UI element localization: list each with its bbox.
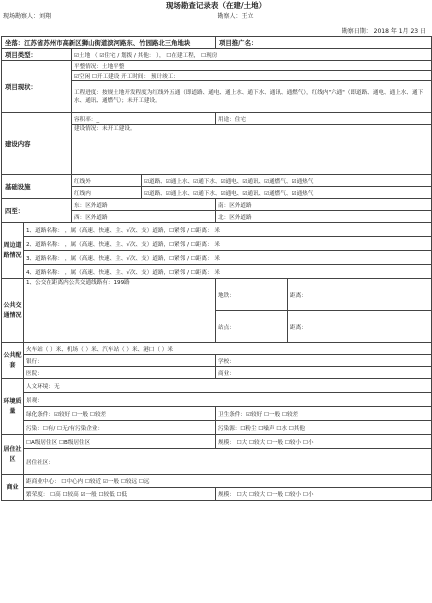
business-field: 商业： [216,367,432,379]
road-item: 2、道路名称： ，属（高速、快速、主、√次、支）道路，☐紧邻 / ☐距离： 米 [24,237,432,251]
commercial-label: 商业 [2,475,24,501]
transit-label: 公共交通情况 [2,279,24,343]
school-field: 学校： [216,355,432,367]
promo-name: 项目推广名： [216,37,432,49]
environment-label: 环境质量 [2,379,24,435]
commercial-scale: 规模： ☐大 ☐较大 ☐一般 ☐较小 ☐小 [216,488,432,501]
project-status-label: 项目现状： [2,61,72,113]
survey-date: 勘察日期： 2018 年 1月 23 日 [341,28,426,35]
leveling-status: 平整情况：土地平整 [72,61,432,71]
public-label: 公共配套 [2,343,24,379]
transport-distances: 火车站（ ）米、机场（ ）米、汽车站（ ）米、港口（ ）米 [24,343,432,355]
hospital-field: 医院： [24,367,216,379]
survey-table [1,36,432,501]
inside-facilities: ☑道路、☑通上水、☑通下水、☑通电、☑通讯、☑通燃气、☑通热气 [142,187,432,199]
station-field: 站点： [216,311,288,343]
commercial-distance: 距商业中心： ☐中心内 ☐较近 ☑一般 ☐较远 ☐远 [24,475,432,488]
east-boundary: 东：区外道路 [72,199,216,211]
road-item: 3、道路名称： ，属（高速、快速、主、√次、支）道路，☐紧邻 / ☐距离： 米 [24,251,432,265]
landscape-field: 景观： [24,393,432,407]
floor-area-ratio: 容积率：_ [72,113,216,125]
road-item: 1、道路名称： ，属（高速、快速、主、√次、支）道路，☐紧邻 / ☐距离： 米 [24,223,432,237]
sanitation-condition: 卫生条件：☑较好 ☐一般 ☐较差 [216,407,432,421]
surrounding-label: 四至： [2,199,72,223]
roads-label: 周边道路情况 [2,223,24,279]
station-distance: 距离： [288,311,432,343]
construction-state: ☑空闲 ☐开工建设 开工时间： 预计竣工： [72,71,432,81]
bank-field: 银行： [24,355,216,367]
progress-text: 工程进度：按规土地开发程度为红线外五通（即道路、通电、通上水、通下水、通讯、通燃气），红线内"六通"（即道路、通电、通上水、通下水、通讯、通燃气）；未开工建设。 [72,81,432,113]
outside-facilities: ☑道路、☑通上水、☑通下水、☑通电、☑通讯、☑通燃气、☑通热气 [142,175,432,187]
pollution-source: 污染源：☐粉尘 ☐噪声 ☐水 ☐其他 [216,421,432,435]
south-boundary: 南：区外道路 [216,199,432,211]
bus-lines: 1、公交在距离内公共交通线路有：199路 [24,279,216,343]
address-text: 坐落：江苏省苏州市高新区狮山街道滨河路东、竹园路北三角地块 [2,37,216,49]
district-grade: ☐A级居住区 ☐B级居住区 [24,435,216,449]
metro-distance: 距离： [288,279,432,311]
construction-label: 建设内容 [2,113,72,175]
infra-label: 基础设施 [2,175,72,199]
recorder-field: 勘察人：王立 [217,13,254,20]
form-title: 现场勘查记录表（在建/土地） [165,1,267,10]
community-name: 居住社区： [24,449,432,475]
commercial-prosperity: 繁荣度： ☐高 ☐较高 ☑一般 ☐较低 ☐低 [24,488,216,501]
road-item: 4、道路名称： ，属（高速、快速、主、√次、支）道路，☐紧邻 / ☐距离： 米 [24,265,432,279]
meta-row [0,12,432,22]
land-use: 用途：住宅 [216,113,432,125]
outside-label: 红线外 [72,175,142,187]
construction-status: 建设情况：未开工建设。 [72,125,432,175]
community-label: 居住社区 [2,435,24,475]
green-condition: 绿化条件：☑较好 ☐一般 ☐较差 [24,407,216,421]
project-type-label: 项目类型： [2,49,72,61]
north-boundary: 北：区外道路 [216,211,432,223]
west-boundary: 西：区外道路 [72,211,216,223]
humanity-field: 人文环境：无 [24,379,432,393]
inside-label: 红线内 [72,187,142,199]
community-scale: 规模： ☐大 ☐较大 ☐一般 ☐较小 ☐小 [216,435,432,449]
surveyor-field: 现场勘察人：刘翔 [3,13,52,20]
project-type-options: ☑土地 （ ☑住宅 / 划拨 / 其他： ）， ☐在建工程， ☐现房 [72,49,432,61]
pollution-field: 污染：☐有/ ☐无/有污染企业： [24,421,216,435]
metro-station: 地铁： [216,279,288,311]
